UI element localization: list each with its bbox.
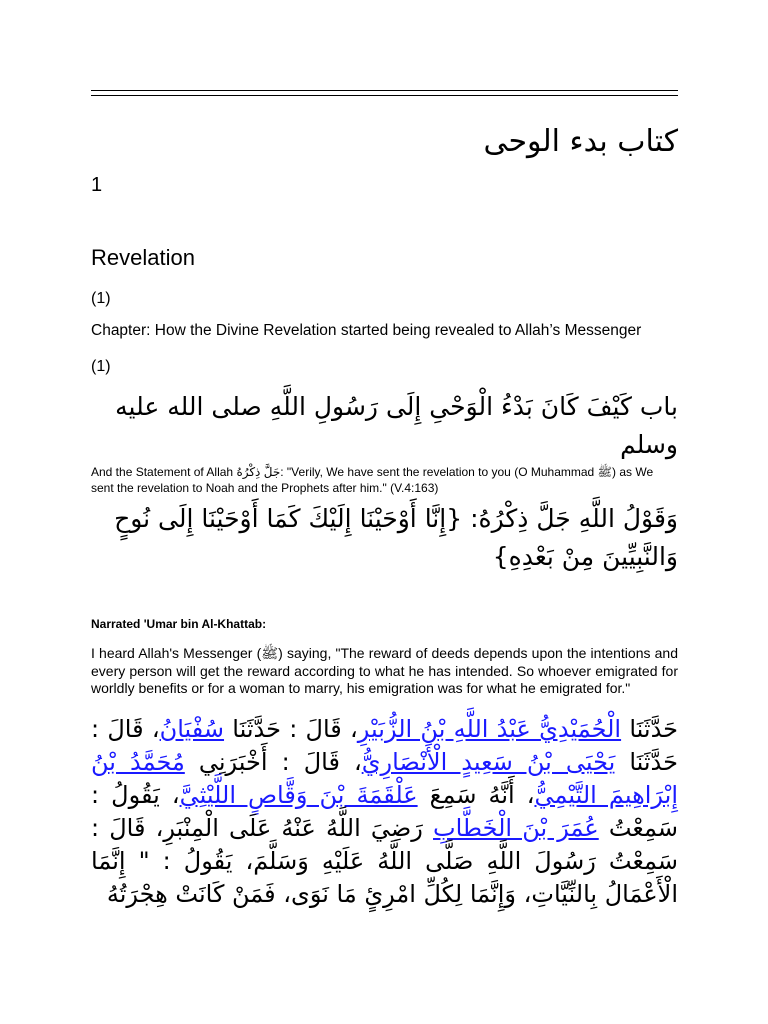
narrator-link-umar[interactable]: عُمَرَ بْنَ الْخَطَّابِ <box>433 814 599 842</box>
isnad-text: حَدَّثَنَا <box>621 715 679 743</box>
chapter-title-english: Chapter: How the Divine Revelation started being revealed to Allah’s Messenger <box>91 322 642 339</box>
book-number: 1 <box>91 174 103 196</box>
narrator-link-muhammad[interactable]: مُحَمَّدُ بْنُ إِبْرَاهِيمَ التَّيْمِيُّ <box>91 748 679 809</box>
verse-arabic: وَقَوْلُ اللَّهِ جَلَّ ذِكْرُهُ: {إِنَّا أَوْحَيْنَا إِلَيْكَ كَمَا أَوْحَيْنَا إِلَى نُوحٍ وَالنَّبِيِّينَ مِنْ بَعْدِهِ} <box>114 504 678 571</box>
isnad-text: رَضِيَ اللَّهُ عَنْهُ عَلَى الْمِنْبَرِ، قَالَ : سَمِعْتُ رَسُولَ اللَّهِ صَلَّى اللَّهُ عَلَيْهِ وَسَلَّمَ، يَقُولُ : " إِنَّمَا الْأَعْمَالُ بِالنِّيَّاتِ، وَإِنَّمَا لِكُلِّ امْرِئٍ مَا نَوَى، فَمَنْ كَانَتْ هِجْرَتُهُ <box>91 814 678 908</box>
isnad-text: ، أَنَّهُ سَمِعَ <box>417 781 535 809</box>
chapter-number: (1) <box>91 290 111 307</box>
isnad-text: ، قَالَ : أَخْبَرَنِي <box>184 748 362 776</box>
narrator-link-humaydi[interactable]: الْحُمَيْدِيُّ عَبْدُ اللَّهِ بْنُ الزُّبَيْرِ <box>357 715 622 743</box>
book-title-english: Revelation <box>91 245 195 270</box>
chapter-title-arabic: باب كَيْفَ كَانَ بَدْءُ الْوَحْىِ إِلَى رَسُولِ اللَّهِ صلى الله عليه وسلم <box>115 392 678 459</box>
narrator-link-alqamah[interactable]: عَلْقَمَةَ بْنَ وَقَّاصٍ اللَّيْثِيَّ <box>179 781 418 809</box>
narrator-link-yahya[interactable]: يَحْيَى بْنُ سَعِيدٍ الْأَنْصَارِيُّ <box>361 748 616 776</box>
narrator-link-sufyan[interactable]: سُفْيَانُ <box>159 715 225 743</box>
isnad-text: ، قَالَ : حَدَّثَنَا <box>91 715 678 776</box>
isnad-text: ، يَقُولُ : سَمِعْتُ <box>91 781 678 842</box>
top-rule <box>91 90 678 91</box>
hadith-isnad-arabic <box>91 713 678 911</box>
top-rule-second <box>91 95 678 96</box>
book-title-arabic: كتاب بدء الوحى <box>483 124 678 159</box>
hadith-text-english: I heard Allah's Messenger (ﷺ) saying, "The reward of deeds depends upon the intentions and every person will get the reward according to what he has intended. So whoever emigrated for worldly benefits or for a woman to marry, his emigration was for what he emigrated for." <box>91 645 678 696</box>
bab-number: (1) <box>91 358 111 375</box>
narrator-heading: Narrated 'Umar bin Al-Khattab: <box>91 617 267 631</box>
isnad-text: ، قَالَ : حَدَّثَنَا <box>224 715 358 743</box>
statement-english: And the Statement of Allah جَلَّ ذِكْرُهُ: "Verily, We have sent the revelation to you (O Muhammad ﷺ) as We sent the revelation to Noah and the Prophets after him." (V.4:163) <box>91 465 654 495</box>
